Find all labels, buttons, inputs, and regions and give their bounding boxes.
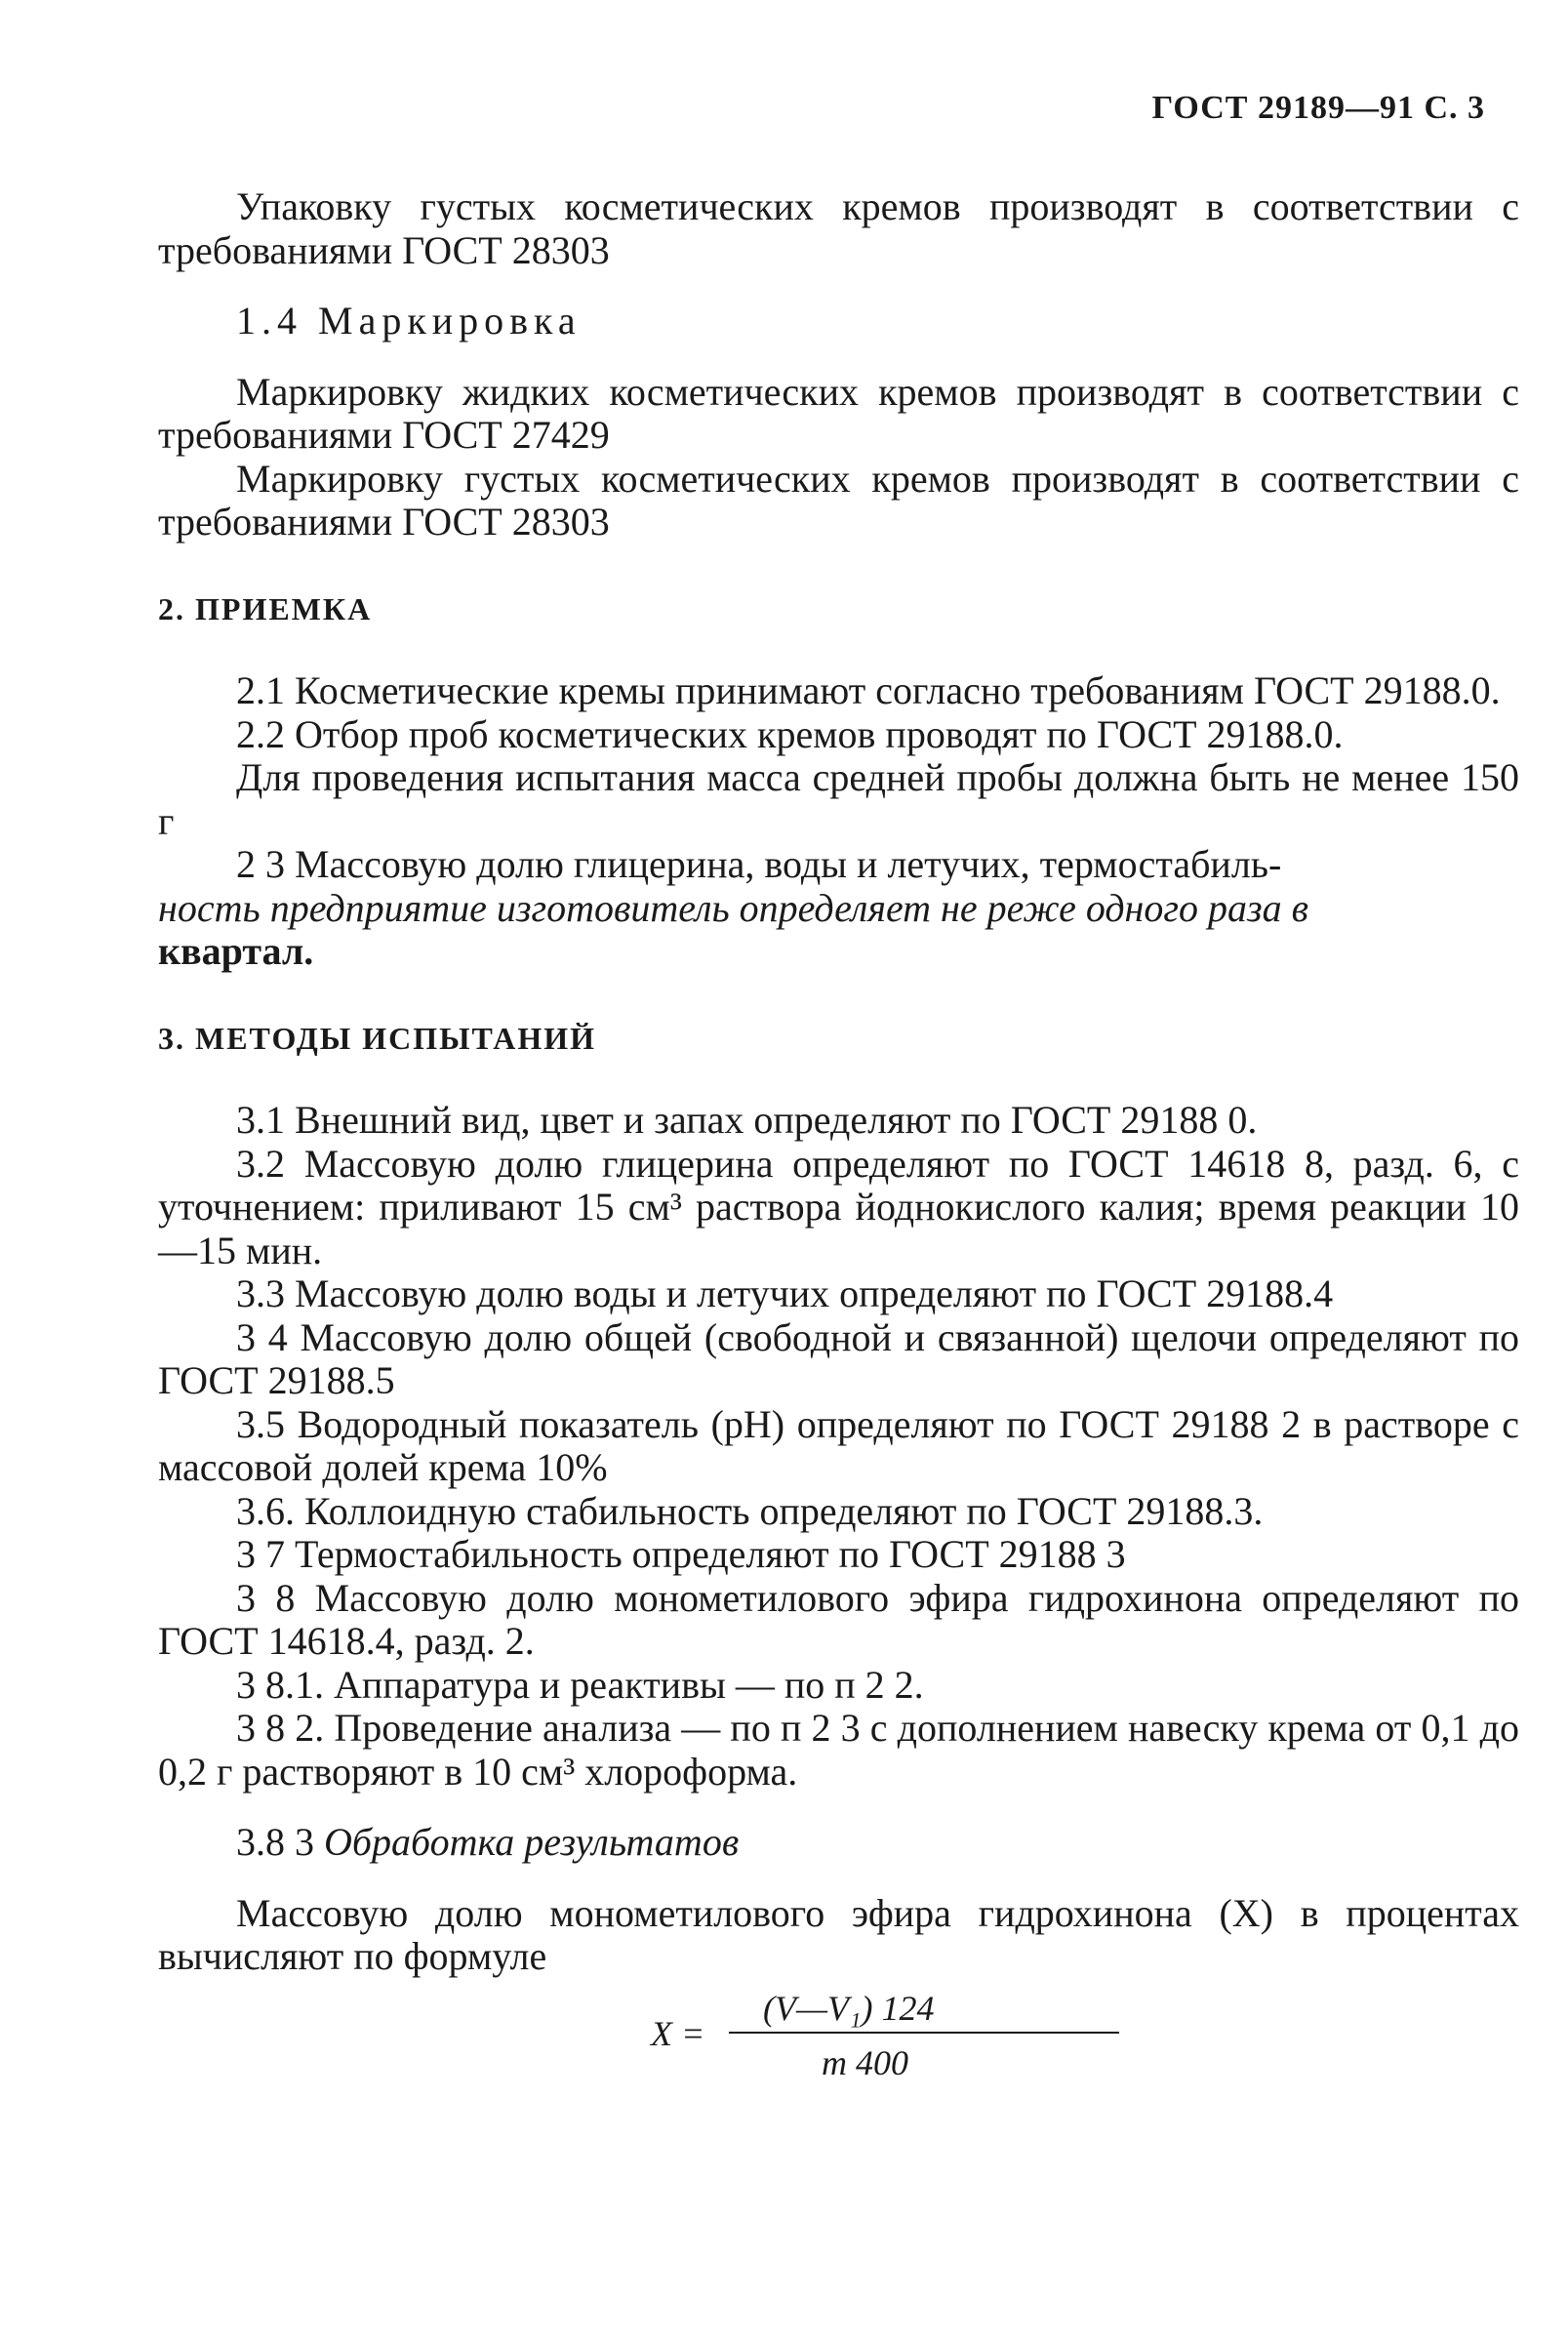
section-heading-acceptance: 2. ПРИЕМКА [158,590,373,626]
paragraph-calculation: Массовую долю монометилового эфира гидрохинона (X) в процентах вычисляют по формуле [158,1890,1519,1978]
subheading-marking: 1.4 Маркировка [236,299,582,343]
formula-numerator: (V—V₁) 124 [763,1988,935,2028]
page-body [158,185,1519,2094]
subheading-3-8-3 [158,1821,1519,1865]
formula-block [158,1987,1519,2094]
paragraph-3-7: 3 7 Термостабильность определяют по ГОСТ 29188 3 [236,1532,1126,1576]
paragraph-2-2: 2.2 Отбор проб косметических кремов проводят по ГОСТ 29188.0. [236,711,1344,756]
paragraph-3-8-2: 3 8 2. Проведение анализа — по п 2 3 с дополнением навеску крема от 0,1 до 0,2 г растворяют в 10 см³ хлороформа. [158,1706,1519,1794]
paragraph-3-5: 3.5 Водородный показатель (рН) определяют по ГОСТ 29188 2 в растворе с массовой долей крема 10% [158,1401,1519,1489]
paragraph-3-8-1: 3 8.1. Аппаратура и реактивы — по п 2 2. [236,1662,924,1707]
formula-lhs: X = [651,2013,705,2053]
paragraph-3-4: 3 4 Массовую долю общей (свободной и связанной) щелочи определяют по ГОСТ 29188.5 [158,1314,1519,1402]
paragraph-2-1: 2.1 Косметические кремы принимают согласно требованиям ГОСТ 29188.0. [236,668,1501,712]
paragraph-3-2: 3.2 Массовую долю глицерина определяют по ГОСТ 14618 8, разд. 6, с уточнением: приливают 15 см³ раствора йоднокислого калия; время реакции 10—15 мин. [158,1141,1519,1272]
subheading-3-8-3-number: 3.8 3 [236,1820,314,1864]
paragraph-marking-liquid: Маркировку жидких косметических кремов производят в соответствии с требованиями ГОСТ 27429 [158,369,1519,457]
formula-denominator: m 400 [822,2042,908,2082]
paragraph-2-3-line2: ность предприятие изготовитель определяет не реже одного раза в [158,885,1308,930]
paragraph-2-3-line3: квартал. [158,929,314,973]
paragraph-3-6: 3.6. Коллоидную стабильность определяют по ГОСТ 29188.3. [236,1488,1264,1533]
running-header: ГОСТ 29189—91 С. 3 [1151,90,1485,126]
paragraph-3-8: 3 8 Массовую долю монометилового эфира гидрохинона определяют по ГОСТ 14618.4, разд. 2. [158,1575,1519,1663]
paragraph-3-3: 3.3 Массовую долю воды и летучих определяют по ГОСТ 29188.4 [236,1271,1334,1315]
paragraph-sample-mass: Для проведения испытания масса средней пробы должна быть не менее 150 г [158,755,1519,843]
paragraph-2-3-line1: 2 3 Массовую долю глицерина, воды и летучих, термостабиль- [236,842,1282,886]
subheading-3-8-3-title: Обработка результатов [324,1820,740,1864]
fraction-bar [729,2032,1119,2034]
section-heading-test-methods: 3. МЕТОДЫ ИСПЫТАНИЙ [158,1020,597,1056]
paragraph-packaging-thick: Упаковку густых косметических кремов производят в соответствии с требованиями ГОСТ 28303 [158,184,1519,272]
paragraph-marking-thick: Маркировку густых косметических кремов производят в соответствии с требованиями ГОСТ 28303 [158,456,1519,544]
paragraph-3-1: 3.1 Внешний вид, цвет и запах определяют по ГОСТ 29188 0. [236,1098,1258,1142]
